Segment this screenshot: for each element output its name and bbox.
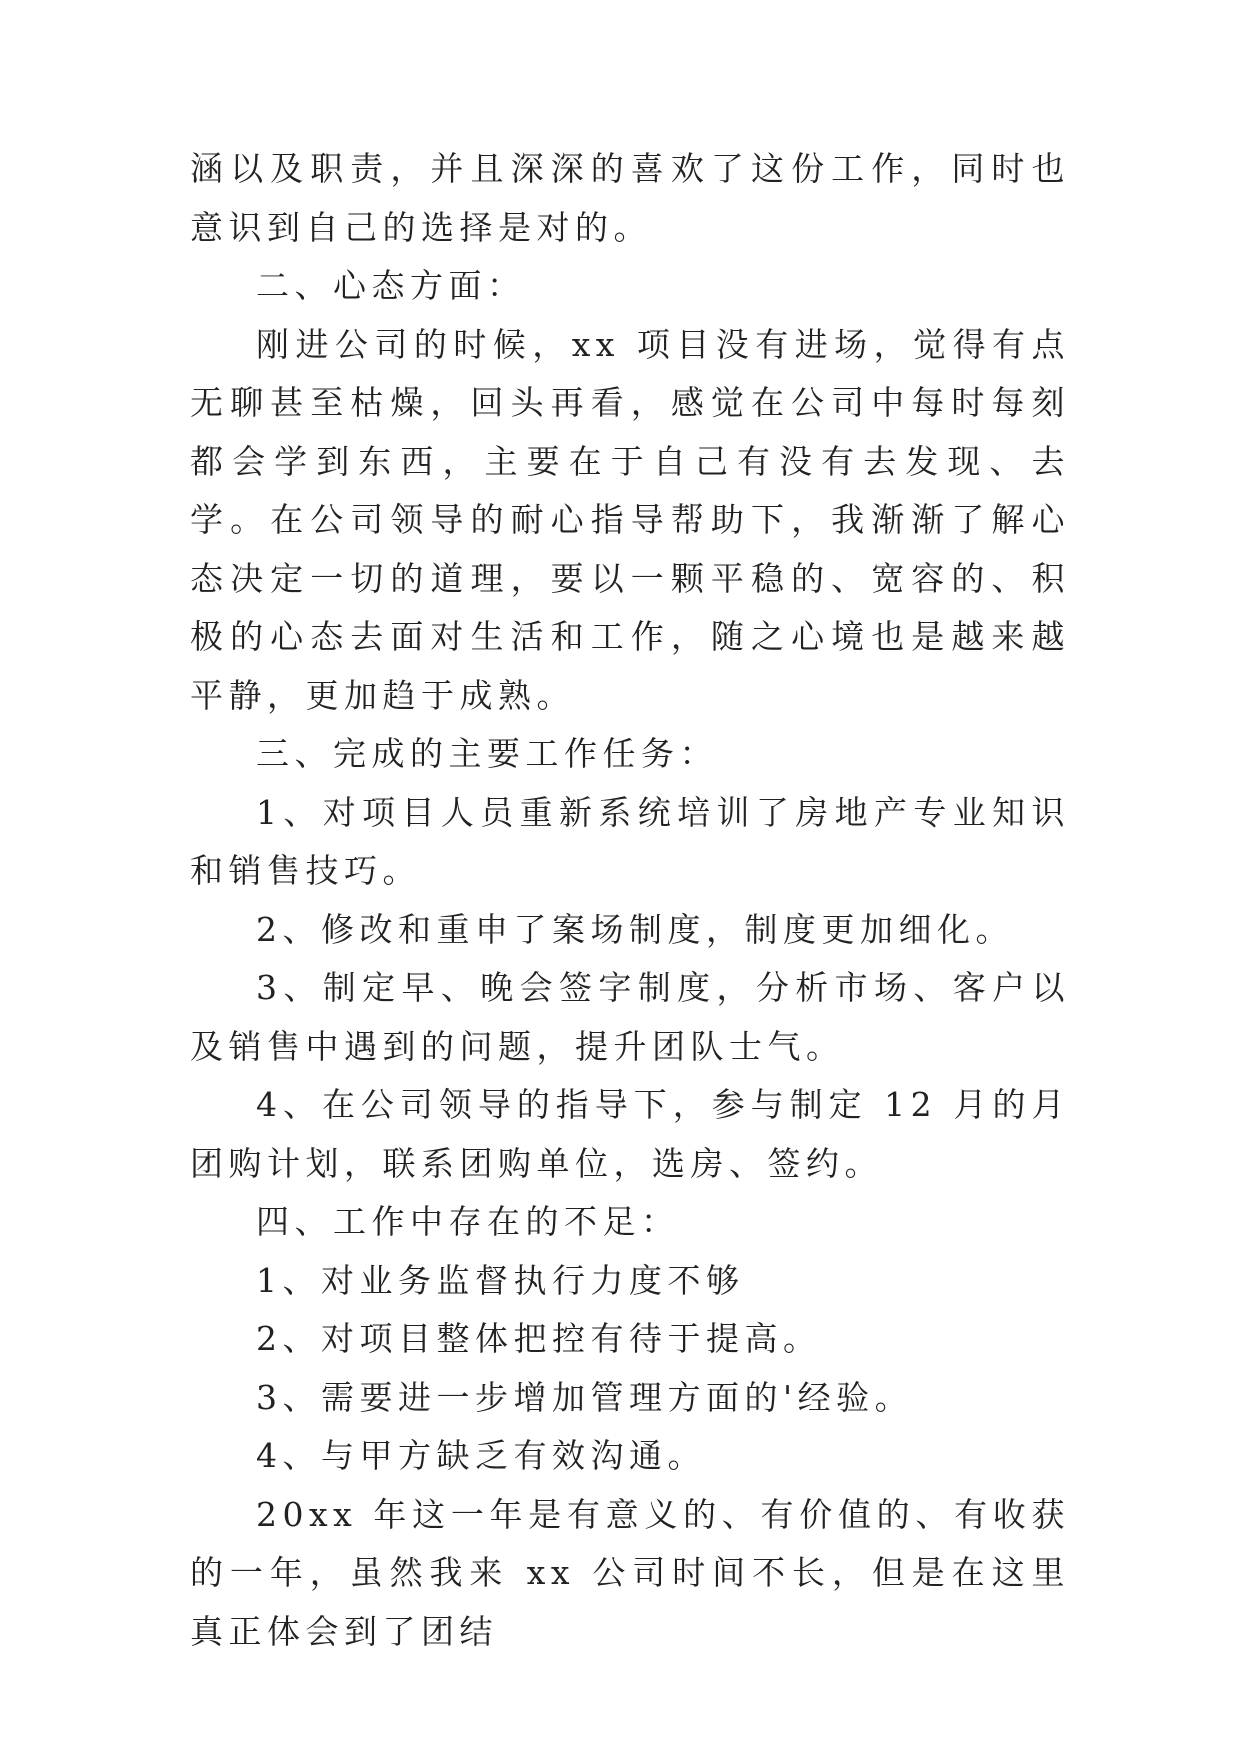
list-item-task-3: 3、制定早、晚会签字制度，分析市场、客户以及销售中遇到的问题，提升团队士气。 <box>190 968 1070 1066</box>
paragraph-summary: 20xx 年这一年是有意义的、有价值的、有收获的一年，虽然我来 xx 公司时间不长，但是在这里真正体会到了团结 <box>190 1494 1070 1651</box>
section-heading-shortcomings: 四、工作中存在的不足： <box>256 1202 680 1241</box>
paragraph-continuation: 涵以及职责，并且深深的喜欢了这份工作，同时也意识到自己的选择是对的。 <box>190 149 1070 247</box>
list-item-shortcoming-3: 3、需要进一步增加管理方面的'经验。 <box>256 1377 914 1417</box>
section-heading-mindset: 二、心态方面： <box>256 266 526 305</box>
list-item-task-1: 1、对项目人员重新系统培训了房地产专业知识和销售技巧。 <box>190 792 1070 890</box>
list-item-shortcoming-4: 4、与甲方缺乏有效沟通。 <box>256 1436 706 1475</box>
list-item-task-2: 2、修改和重申了案场制度，制度更加细化。 <box>256 909 1014 949</box>
list-item-shortcoming-1: 1、对业务监督执行力度不够 <box>256 1260 745 1300</box>
document-body <box>190 140 1070 1661</box>
section-heading-tasks: 三、完成的主要工作任务： <box>256 734 718 773</box>
list-item-shortcoming-2: 2、对项目整体把控有待于提高。 <box>256 1319 822 1358</box>
list-item-task-4: 4、在公司领导的指导下，参与制定 12 月的月团购计划，联系团购单位，选房、签约。 <box>190 1085 1070 1183</box>
paragraph-mindset: 刚进公司的时候，xx 项目没有进场，觉得有点无聊甚至枯燥，回头再看，感觉在公司中每时每刻都会学到东西，主要在于自己有没有去发现、去学。在公司领导的耐心指导帮助下，我渐渐了解心态决定一切的道理，要以一颗平稳的、宽容的、积极的心态去面对生活和工作，随之心境也是越来越平静，更加趋于成熟。 <box>190 324 1070 715</box>
